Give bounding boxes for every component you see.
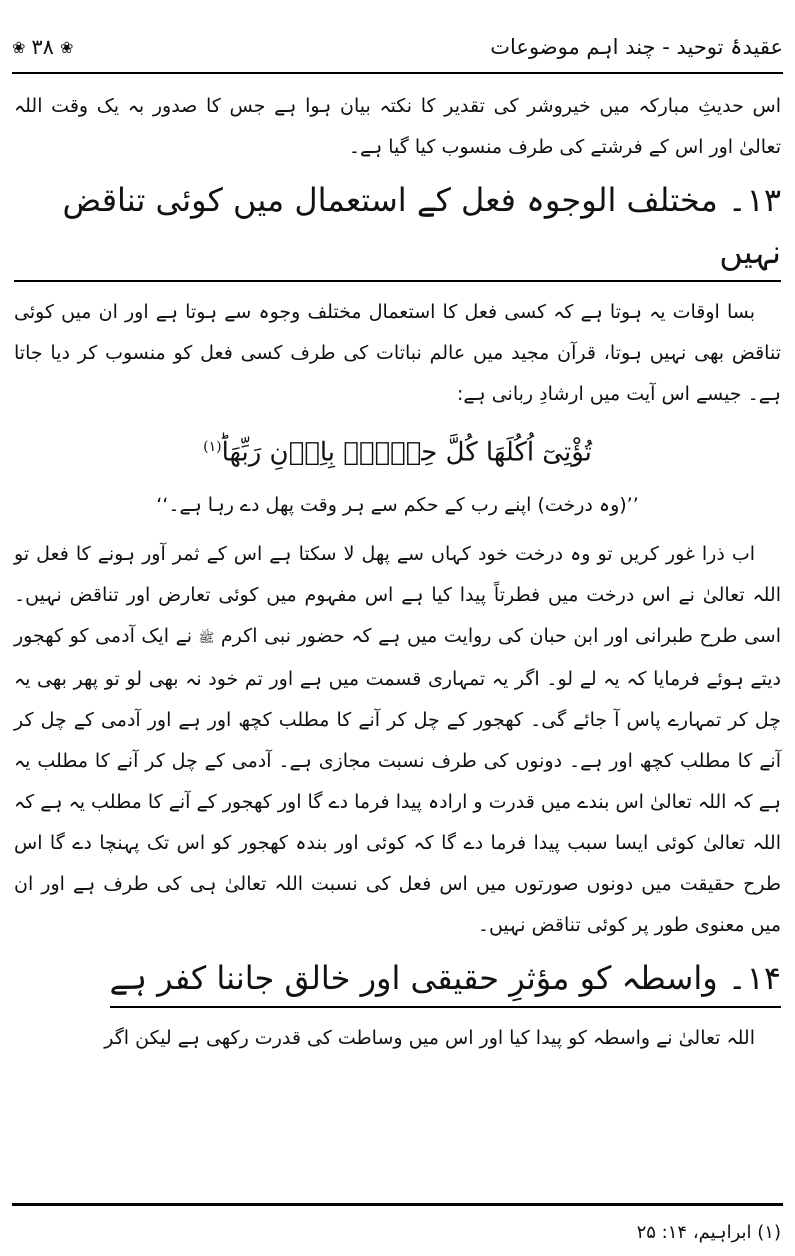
heading-14-wrap (14, 946, 781, 1018)
paragraph-4: اللہ تعالیٰ نے واسطہ کو پیدا کیا اور اس میں وساطت کی قدرت رکھی ہے لیکن اگر (104, 1026, 755, 1049)
heading-13-wrap (14, 168, 781, 292)
ayah-text: تُؤْتِیٓ اُکُلَهَا كُلَّ حِيۡنٍۢ بِاِذۡنِ رَبِّهَاؕ (221, 437, 592, 468)
footnote-rule (12, 1203, 783, 1206)
ornament-right-icon: ❀ (59, 37, 74, 57)
ayah-translation: ’’(وہ درخت) اپنے رب کے حکم سے ہر وقت پھل دے رہا ہے۔‘‘ (156, 493, 639, 516)
page-number-box (12, 35, 73, 59)
paragraph-2: بسا اوقات یہ ہوتا ہے کہ کسی فعل کا استعمال مختلف وجوہ سے ہوتا ہے اور ان میں کوئی تناقض بھی نہیں ہوتا، قرآن مجید میں عالم نباتات کی طرف کسی فعل کو منسوب کر دیا جاتا ہے۔ جیسے اس آیت میں ارشادِ ربانی ہے: (14, 301, 781, 405)
paragraph-3 (14, 534, 781, 946)
ornament-left-icon: ❀ (12, 37, 26, 57)
salutation-icon: ﷺ (198, 630, 215, 646)
section-heading-13: ۱۳۔ مختلف الوجوہ فعل کے استعمال میں کوئی تناقض نہیں (14, 174, 781, 282)
ayah-footnote-marker: (۱) (203, 439, 222, 455)
footnote (14, 1216, 781, 1250)
page-number: ۳۸ (31, 35, 54, 59)
header-rule (12, 72, 783, 74)
section-heading-14: ۱۴۔ واسطہ کو مؤثرِ حقیقی اور خالق جاننا کفر ہے (110, 952, 782, 1008)
book-title: عقیدۂ توحید - چند اہم موضوعات (490, 35, 783, 59)
page-body (14, 86, 781, 1059)
paragraph-3-before: اب ذرا غور کریں تو وہ درخت خود کہاں سے پھل لا سکتا ہے اس کے ثمر آور ہونے کا فعل تو اللہ تعالیٰ نے اس درخت میں فطرتاً پیدا کیا ہے اس مفہوم میں کوئی تعارض اور تناقض نہیں۔ اسی طرح طبرانی اور ابن حبان کی روایت میں ہے کہ حضور نبی اکرم (14, 542, 781, 647)
footnote-text: ابراہیم، ۱۴: ۲۵ (636, 1222, 752, 1243)
paragraph-3-after: نے ایک آدمی کو کھجور دیتے ہوئے فرمایا کہ یہ لے لو۔ اگر یہ تمہاری قسمت میں ہے اور تم خود نہ بھی لو تو پھر بھی یہ چل کر تمہارے پاس آ جائے گی۔ کھجور کے چل کر آنے کا مطلب کچھ اور ہے اور آدمی کے چل کر آنے کا مطلب کچھ اور ہے۔ دونوں کی طرف نسبت مجازی ہے۔ آدمی کے چل کر آنے کا مطلب یہ ہے کہ اللہ تعالیٰ اس بندے میں قدرت و ارادہ پیدا فرما دے گا اور کھجور کے آنے کا مطلب یہ ہے کہ اللہ تعالیٰ کوئی ایسا سبب پیدا فرما دے گا کہ کوئی اور بندہ کھجور کو اس تک پہنچا دے گا اس طرح حقیقت میں دونوں صورتوں میں اس فعل کی نسبت اللہ تعالیٰ ہی کی طرف ہے اور ان میں معنوی طور پر کوئی تناقض نہیں۔ (14, 624, 781, 936)
paragraph-1: اس حدیثِ مبارکہ میں خیروشر کی تقدیر کا نکتہ بیان ہوا ہے جس کا صدور بہ یک وقت اللہ تعالیٰ اور اس کے فرشتے کی طرف منسوب کیا گیا ہے۔ (14, 95, 781, 158)
footnote-marker: (۱) (757, 1222, 781, 1243)
quran-ayah (14, 419, 781, 481)
page-header (12, 24, 783, 70)
